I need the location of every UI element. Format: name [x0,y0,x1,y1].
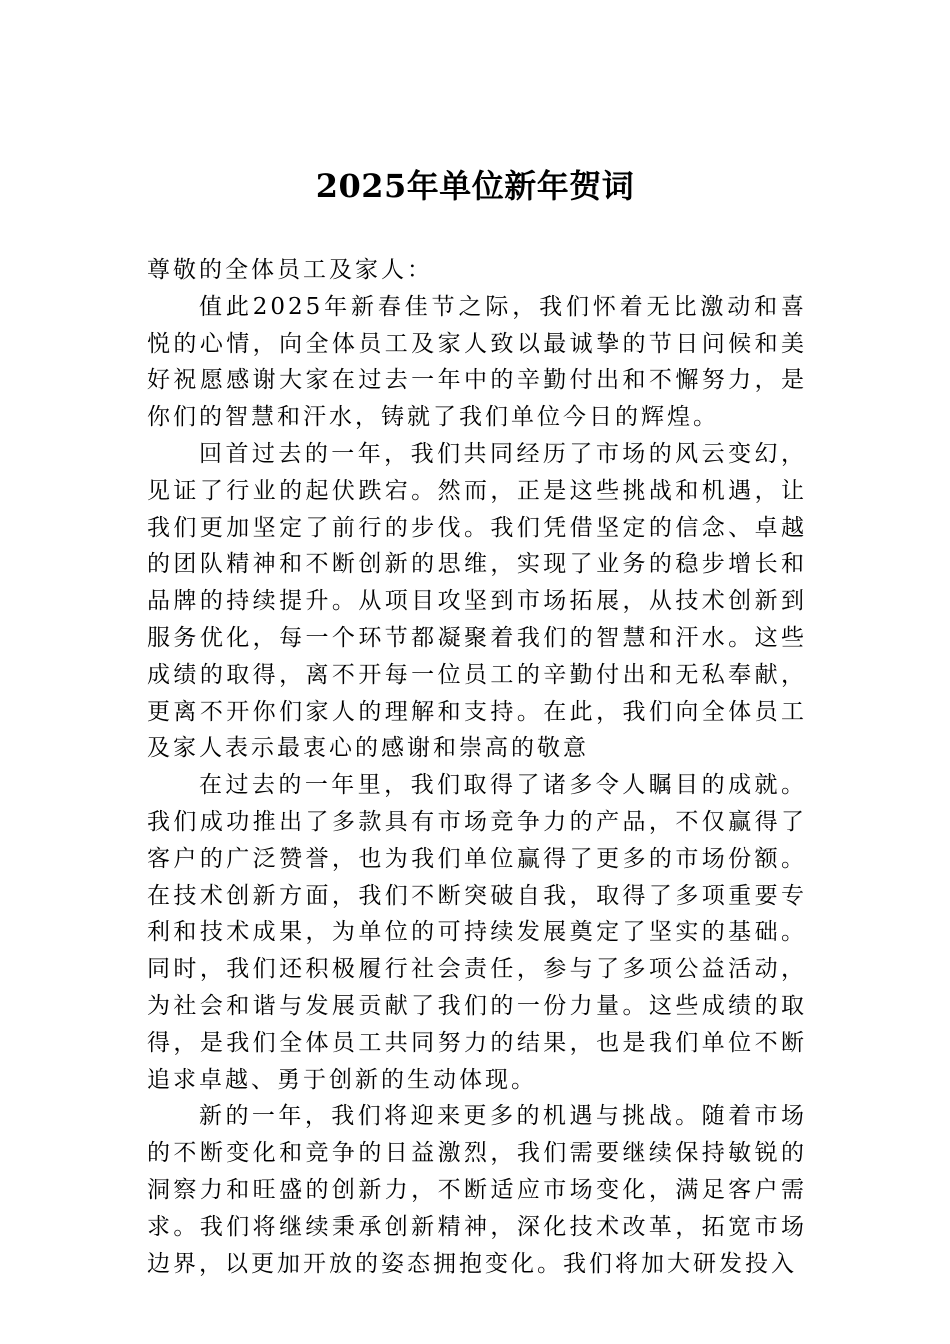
salutation: 尊敬的全体员工及家人： [147,257,433,283]
paragraph-4: 新的一年，我们将迎来更多的机遇与挑战。随着市场的不断变化和竞争的日益激烈，我们需要继续保持敏锐的洞察力和旺盛的创新力，不断适应市场变化，满足客户需求。我们将继续秉承创新精神，深化技术改革，拓宽市场边界，以更加开放的姿态拥抱变化。我们将加大研发投入 [147,1103,807,1277]
paragraph-2: 回首过去的一年，我们共同经历了市场的风云变幻，见证了行业的起伏跌宕。然而，正是这些挑战和机遇，让我们更加坚定了前行的步伐。我们凭借坚定的信念、卓越的团队精神和不断创新的思维，实现了业务的稳步增长和品牌的持续提升。从项目攻坚到市场拓展，从技术创新到服务优化，每一个环节都凝聚着我们的智慧和汗水。这些成绩的取得，离不开每一位员工的辛勤付出和无私奉献，更离不开你们家人的理解和支持。在此，我们向全体员工及家人表示最衷心的感谢和崇高的敬意 [147,440,807,762]
document-title: 2025年单位新年贺词 [315,167,635,205]
paragraph-1: 值此2025年新春佳节之际，我们怀着无比激动和喜悦的心情，向全体员工及家人致以最诚挚的节日问候和美好祝愿感谢大家在过去一年中的辛勤付出和不懈努力，是你们的智慧和汗水，铸就了我们单位今日的辉煌。 [147,293,807,431]
document-body [147,252,807,1282]
paragraph-3: 在过去的一年里，我们取得了诸多令人瞩目的成就。我们成功推出了多款具有市场竞争力的产品，不仅赢得了客户的广泛赞誉，也为我们单位赢得了更多的市场份额。在技术创新方面，我们不断突破自我，取得了多项重要专利和技术成果，为单位的可持续发展奠定了坚实的基础。同时，我们还积极履行社会责任，参与了多项公益活动，为社会和谐与发展贡献了我们的一份力量。这些成绩的取得，是我们全体员工共同努力的结果，也是我们单位不断追求卓越、勇于创新的生动体现。 [147,772,807,1093]
